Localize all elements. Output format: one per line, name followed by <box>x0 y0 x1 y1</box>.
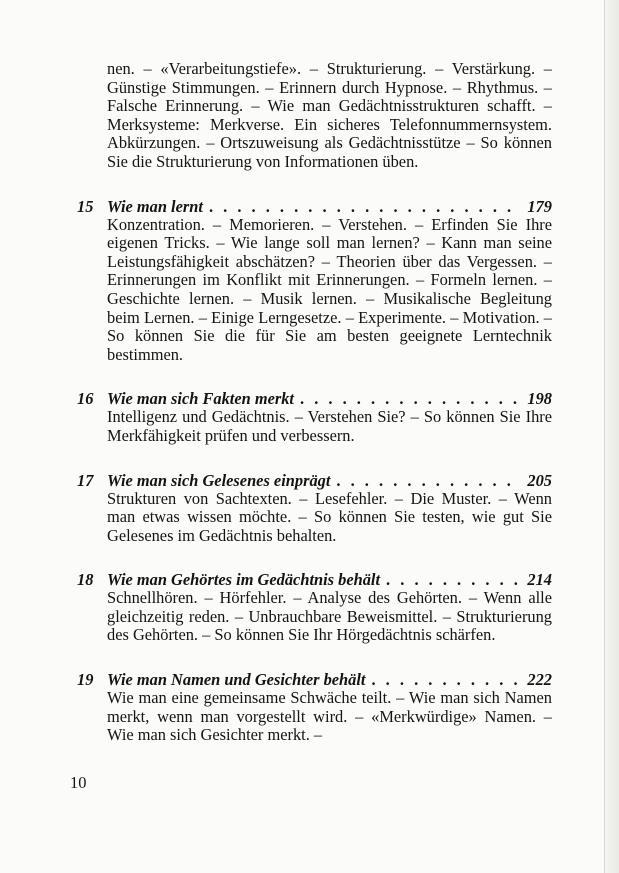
chapter-number: 16 <box>77 389 94 409</box>
intro-paragraph: nen. – «Verarbeitungstiefe». – Strukturierung. – Verstärkung. – Günstige Stimmungen. – Erinnern durch Hypnose. – Rhythmus. – Falsche Erinnerung. – Wie man Gedächtnisstrukturen schafft. – Merksysteme: Merkverse. Ein sicheres Telefonnummernsystem. Abkürzungen. – Ortszuweisung als Gedächtnisstütze – So können Sie die Strukturierung von Informationen üben. <box>107 59 552 171</box>
dot-leader <box>300 389 521 408</box>
chapter-page: 205 <box>527 470 552 490</box>
toc-entry-heading <box>77 196 552 216</box>
chapter-summary: Wie man eine gemeinsame Schwäche teilt. – Wie man sich Namen merkt, wenn man vorgestellt wird. – «Merkwürdige» Namen. – Wie man sich Gesichter merkt. – <box>107 688 552 745</box>
page-edge <box>604 0 619 873</box>
dot-leader <box>336 471 521 490</box>
chapter-title: Wie man sich Fakten merkt <box>107 389 294 409</box>
chapter-title: Wie man Namen und Gesichter behält <box>107 670 366 690</box>
chapter-number: 15 <box>77 196 94 216</box>
chapter-number: 17 <box>77 470 94 490</box>
dot-leader <box>386 570 521 589</box>
chapter-page: 179 <box>527 196 552 216</box>
chapter-title: Wie man Gehörtes im Gedächtnis behält <box>107 570 381 590</box>
toc-entry-heading <box>77 470 552 490</box>
chapter-number: 18 <box>77 570 94 590</box>
chapter-page: 214 <box>527 570 552 590</box>
toc-entry-18 <box>77 570 552 645</box>
toc-entry-heading <box>77 670 552 690</box>
dot-leader <box>371 670 521 689</box>
chapter-summary: Strukturen von Sachtexten. – Lesefehler. – Die Muster. – Wenn man etwas wissen möchte. – So können Sie testen, wie gut Sie Gelesenes im Gedächtnis behalten. <box>107 488 552 545</box>
chapter-number: 19 <box>77 670 94 690</box>
chapter-summary: Schnellhören. – Hörfehler. – Analyse des Gehörten. – Wenn alle gleichzeitig reden. – Unbrauchbare Beweismittel. – Strukturierung des Gehörten. – So können Sie Ihr Hörgedächtnis schärfen. <box>107 588 552 645</box>
chapter-page: 198 <box>527 389 552 409</box>
toc-entry-15 <box>77 196 552 365</box>
toc-entry-16 <box>77 389 552 445</box>
toc-entry-heading <box>77 570 552 590</box>
page-number: 10 <box>70 773 87 792</box>
chapter-page: 222 <box>527 670 552 690</box>
dot-leader <box>209 197 521 216</box>
chapter-summary: Intelligenz und Gedächtnis. – Verstehen Sie? – So können Sie Ihre Merkfähigkeit prüfen und verbessern. <box>107 407 552 445</box>
toc-content <box>77 59 552 745</box>
toc-entry-17 <box>77 470 552 546</box>
chapter-title: Wie man sich Gelesenes einprägt <box>107 470 331 490</box>
chapter-summary: Konzentration. – Memorieren. – Verstehen. – Erfinden Sie Ihre eigenen Tricks. – Wie lange soll man lernen? – Kann man seine Leistungsfähigkeit abschätzen? – Theorien über das Vergessen. – Erinnerungen im Konflikt mit Erinnerungen. – Formeln lernen. – Geschichte lernen. – Musik lernen. – Musikalische Begleitung beim Lernen. – Einige Lerngesetze. – Experimente. – Motivation. – So können Sie die für Sie am besten geeignete Lerntechnik bestimmen. <box>107 214 552 364</box>
toc-entry-heading <box>77 389 552 409</box>
chapter-title: Wie man lernt <box>107 196 203 216</box>
toc-entry-19 <box>77 670 552 745</box>
